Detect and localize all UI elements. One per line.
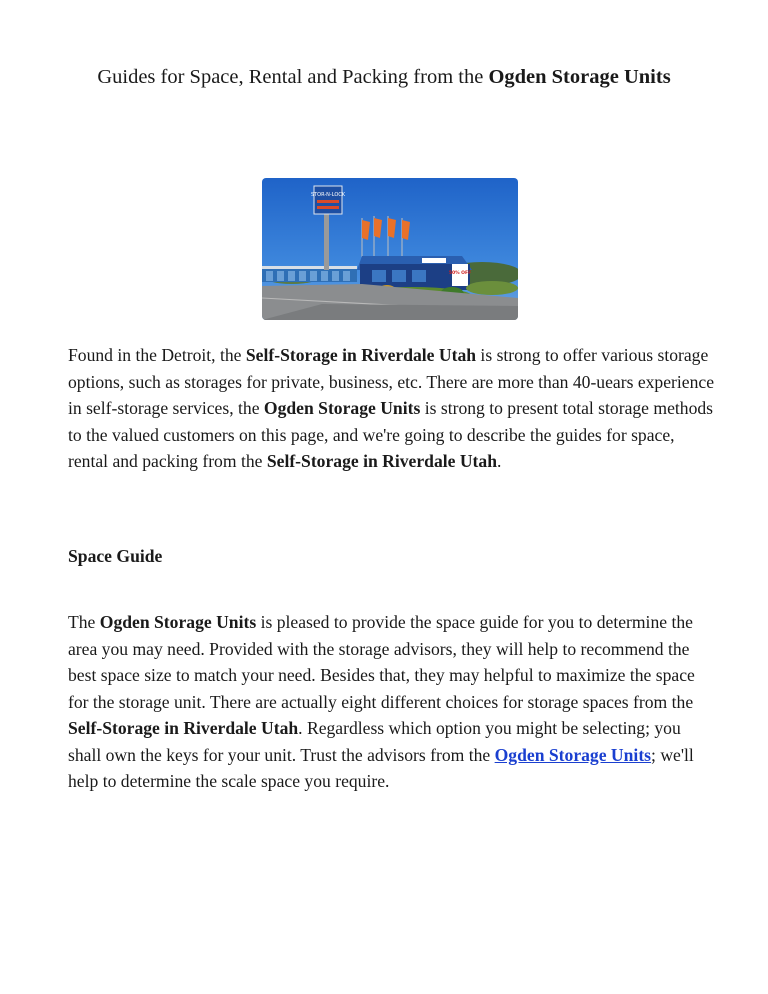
intro-text-1: Found in the Detroit, the bbox=[68, 345, 246, 365]
space-bold-1: Ogden Storage Units bbox=[99, 612, 257, 632]
space-text-2: is pleased to provide the space guide for you to determine the area you may need. Provided with the storage advisors, they will help to recommend the best space size to match your need. Besides that, they may helpful to maximize the space for the storage unit. There are actually eight different choices for storage spaces from the bbox=[68, 612, 695, 712]
space-text-1: The bbox=[68, 612, 100, 632]
document-title bbox=[70, 63, 698, 92]
intro-text-2: is strong to offer various storage options, such as storages for private, business, etc. There are more than 40-uears experience in self-storage services, the bbox=[68, 345, 715, 418]
space-guide-paragraph bbox=[68, 609, 718, 795]
sign-text: STOR-N-LOCK bbox=[310, 192, 346, 198]
banner-text: 50% OFF bbox=[448, 271, 472, 276]
space-text-3: . Regardless which option you might be selecting; you shall own the keys for your unit. Trust the advisors from the bbox=[68, 718, 681, 765]
intro-text-4: . bbox=[497, 451, 502, 471]
intro-text-3: is strong to present total storage methods to the valued customers on this page, and we're going to describe the guides for space, rental and packing from the bbox=[68, 398, 714, 471]
storage-facility-photo bbox=[262, 178, 518, 320]
ogden-storage-link[interactable]: Ogden Storage Units bbox=[494, 744, 652, 765]
intro-paragraph bbox=[68, 342, 718, 475]
intro-bold-1: Self-Storage in Riverdale Utah bbox=[245, 345, 477, 365]
intro-bold-3: Self-Storage in Riverdale Utah bbox=[266, 451, 497, 471]
storage-facility-image bbox=[262, 178, 518, 320]
space-text-4: ; we'll help to determine the scale space you require. bbox=[68, 744, 694, 791]
intro-bold-2: Ogden Storage Units bbox=[263, 398, 421, 418]
title-bold-text: Ogden Storage Units bbox=[488, 66, 671, 88]
space-bold-2: Self-Storage in Riverdale Utah bbox=[68, 718, 299, 738]
section-heading: Space Guide bbox=[68, 546, 163, 566]
title-text: Guides for Space, Rental and Packing from the bbox=[97, 66, 489, 88]
